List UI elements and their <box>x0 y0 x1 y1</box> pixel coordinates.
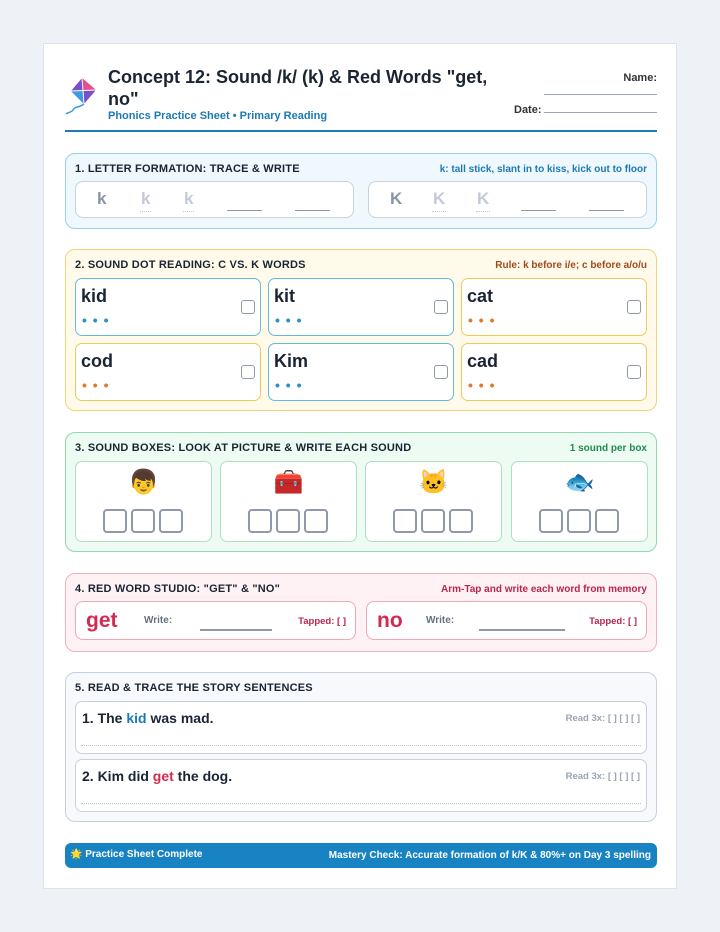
red-word-section <box>65 573 657 652</box>
trace-letter[interactable]: k <box>184 189 194 208</box>
trace-letter[interactable]: K <box>433 189 446 208</box>
write-line[interactable] <box>295 210 330 211</box>
write-line[interactable] <box>227 210 262 211</box>
cat-icon: 🐱 <box>418 469 449 496</box>
kite-icon <box>65 76 99 116</box>
sound-box[interactable] <box>567 509 591 533</box>
sound-dot-section <box>65 249 657 411</box>
word-checkbox[interactable] <box>241 300 255 314</box>
tapped-checkbox[interactable]: Tapped: [ ] <box>298 616 346 627</box>
word-text: Kim <box>274 351 309 371</box>
word-text: cad <box>467 351 499 371</box>
letter-formation-section <box>65 153 657 229</box>
sound-box[interactable] <box>248 509 272 533</box>
word-card <box>268 278 454 336</box>
sentence: 1. The kid was mad. <box>82 710 214 726</box>
lowercase-trace-box <box>75 181 354 218</box>
sound-box[interactable] <box>131 509 155 533</box>
red-word-card <box>75 601 356 640</box>
picture-card <box>365 461 502 542</box>
section-note: 1 sound per box <box>569 443 647 454</box>
word-card <box>461 278 647 336</box>
uppercase-trace-box <box>368 181 647 218</box>
write-line[interactable] <box>521 210 556 211</box>
footer-complete-label: 🌟 Practice Sheet Complete <box>70 849 203 860</box>
word-text: kid <box>81 286 108 306</box>
trace-letter[interactable]: k <box>141 189 151 208</box>
section-title: 5. READ & TRACE THE STORY SENTENCES <box>75 682 313 694</box>
write-field[interactable] <box>200 629 272 631</box>
name-label: Name: <box>623 72 657 84</box>
word-text: kit <box>274 286 296 306</box>
sound-dots: • • • <box>275 312 303 328</box>
trace-line[interactable] <box>81 803 641 804</box>
word-checkbox[interactable] <box>434 300 448 314</box>
word-checkbox[interactable] <box>627 300 641 314</box>
word-text: cat <box>467 286 494 306</box>
sentence-box <box>75 701 647 754</box>
sentence: 2. Kim did get the dog. <box>82 768 233 784</box>
trace-letter: k <box>97 189 107 208</box>
word-card <box>461 343 647 401</box>
picture-card <box>75 461 212 542</box>
sound-dots: • • • <box>468 377 496 393</box>
sentence-box <box>75 759 647 812</box>
write-line[interactable] <box>589 210 624 211</box>
read-checkboxes[interactable]: Read 3x: [ ] [ ] [ ] <box>565 771 640 782</box>
word-text: cod <box>81 351 114 371</box>
word-card <box>75 343 261 401</box>
section-rule: Rule: k before i/e; c before a/o/u <box>495 260 647 271</box>
section-note: Arm-Tap and write each word from memory <box>441 584 647 595</box>
footer-mastery-label: Mastery Check: Accurate formation of k/K & 80%+ on Day 3 spelling <box>328 850 651 861</box>
red-word: no <box>377 609 403 632</box>
sound-boxes-section <box>65 432 657 552</box>
fish-icon: 🐟 <box>564 469 595 496</box>
header <box>65 64 657 132</box>
section-title: 1. LETTER FORMATION: TRACE & WRITE <box>75 163 300 175</box>
red-keyword: get <box>152 768 174 784</box>
sound-box[interactable] <box>304 509 328 533</box>
date-label: Date: <box>514 104 542 116</box>
word-checkbox[interactable] <box>627 365 641 379</box>
section-title: 2. SOUND DOT READING: C VS. K WORDS <box>75 259 306 271</box>
date-field[interactable] <box>544 112 657 113</box>
section-title: 3. SOUND BOXES: LOOK AT PICTURE & WRITE EACH SOUND <box>75 442 412 454</box>
picture-card <box>220 461 357 542</box>
trace-line[interactable] <box>81 745 641 746</box>
sound-box[interactable] <box>449 509 473 533</box>
word-card <box>75 278 261 336</box>
sound-box[interactable] <box>595 509 619 533</box>
word-checkbox[interactable] <box>241 365 255 379</box>
word-card <box>268 343 454 401</box>
sound-box[interactable] <box>276 509 300 533</box>
page-title: Concept 12: Sound /k/ (k) & Red Words "get, no" <box>108 67 488 109</box>
sound-box[interactable] <box>421 509 445 533</box>
boy-icon: 👦 <box>128 469 159 496</box>
write-label: Write: <box>426 615 455 626</box>
trace-letter: K <box>390 189 403 208</box>
red-word-card <box>366 601 647 640</box>
word-checkbox[interactable] <box>434 365 448 379</box>
write-field[interactable] <box>479 629 565 631</box>
story-section <box>65 672 657 822</box>
sound-box[interactable] <box>393 509 417 533</box>
red-word: get <box>86 609 118 632</box>
keyword: kid <box>126 710 147 726</box>
page-subtitle: Phonics Practice Sheet • Primary Reading <box>108 110 328 122</box>
sound-box[interactable] <box>539 509 563 533</box>
sound-box[interactable] <box>103 509 127 533</box>
read-checkboxes[interactable]: Read 3x: [ ] [ ] [ ] <box>565 713 640 724</box>
toolbox-icon: 🧰 <box>273 469 304 496</box>
sound-box[interactable] <box>159 509 183 533</box>
write-label: Write: <box>144 615 173 626</box>
picture-card <box>511 461 648 542</box>
tapped-checkbox[interactable]: Tapped: [ ] <box>589 616 637 627</box>
footer-banner <box>65 843 657 868</box>
trace-letter[interactable]: K <box>477 189 490 208</box>
worksheet <box>43 43 677 889</box>
sound-dots: • • • <box>82 312 110 328</box>
name-field[interactable] <box>544 94 657 95</box>
sound-dots: • • • <box>82 377 110 393</box>
sound-dots: • • • <box>275 377 303 393</box>
section-note: k: tall stick, slant in to kiss, kick out to floor <box>439 164 647 175</box>
section-title: 4. RED WORD STUDIO: "GET" & "NO" <box>75 583 281 595</box>
sound-dots: • • • <box>468 312 496 328</box>
